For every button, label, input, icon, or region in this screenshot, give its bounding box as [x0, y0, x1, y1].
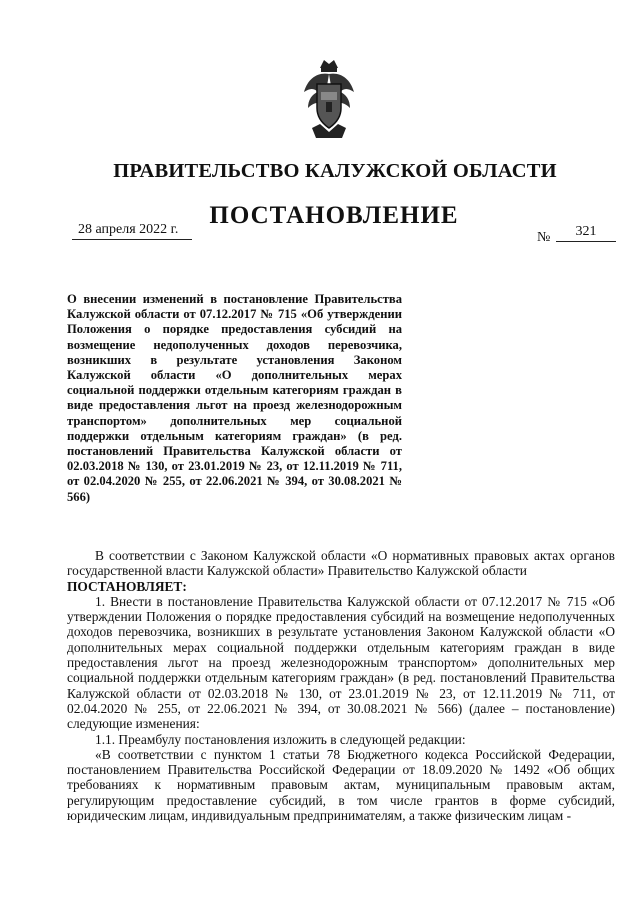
item-1-paragraph: 1. Внести в постановление Правительства Калужской области от 07.12.2017 № 715 «Об утверждении Положения о порядке предоставления субсидий на возмещение недополученных доходов перевозчика, возникших в результате установления Законом Калужской области «О дополнительных мерах социальной поддержки отдельным категориям граждан в виде предоставления льгот на проезд железнодорожным транспортом» дополнительных мер социальной поддержки отдельным категориям граждан» (в ред. постановлений Правительства Калужской области от 02.03.2018 № 130, от 23.01.2019 № 23, от 12.11.2019 № 711, от 02.04.2020 № 255, от 22.06.2021 № 394, от 30.08.2021 № 566) (далее – постановление) следующие изменения: [67, 593, 615, 732]
intro-paragraph [67, 548, 615, 579]
document-body [67, 548, 615, 823]
resolves-heading: ПОСТАНОВЛЯЕТ: [67, 578, 187, 594]
coat-of-arms-icon [300, 58, 358, 140]
intro-text: В соответствии с Законом Калужской области «О нормативных правовых актах органов государственной власти Калужской области» Правительство Калужской области [67, 548, 615, 579]
document-subject: О внесении изменений в постановление Правительства Калужской области от 07.12.2017 № 715 «Об утверждении Положения о порядке предоставления субсидий на возмещение недополученных доходов перевозчика, возникших в результате установления Законом Калужской области «О дополнительных мерах социальной поддержки отдельным категориям граждан в виде предоставления льгот на проезд железнодорожным транспортом» дополнительных мер социальной поддержки отдельным категориям граждан» (в ред. постановлений Правительства Калужской области от 02.03.2018 № 130, от 23.01.2019 № 23, от 12.11.2019 № 711, от 02.04.2020 № 255, от 22.06.2021 № 394, от 30.08.2021 № 566) [67, 292, 402, 504]
government-title: ПРАВИТЕЛЬСТВО КАЛУЖСКОЙ ОБЛАСТИ [113, 160, 557, 182]
item-1-1-paragraph: 1.1. Преамбулу постановления изложить в следующей редакции: [95, 731, 466, 747]
document-number: 321 [556, 224, 616, 242]
number-label: № [537, 230, 551, 245]
document-date: 28 апреля 2022 г. [72, 222, 192, 240]
document-type: ПОСТАНОВЛЕНИЕ [209, 202, 459, 229]
quote-paragraph: «В соответствии с пунктом 1 статьи 78 Бюджетного кодекса Российской Федерации, постановлением Правительства Российской Федерации от 18.09.2020 № 1492 «Об общих требованиях к нормативным правовым актам, муниципальным правовым актам, регулирующим предоставление субсидий, в том числе грантов в форме субсидий, юридическим лицам, индивидуальным предпринимателям, а также физическим лицам - [67, 746, 615, 824]
